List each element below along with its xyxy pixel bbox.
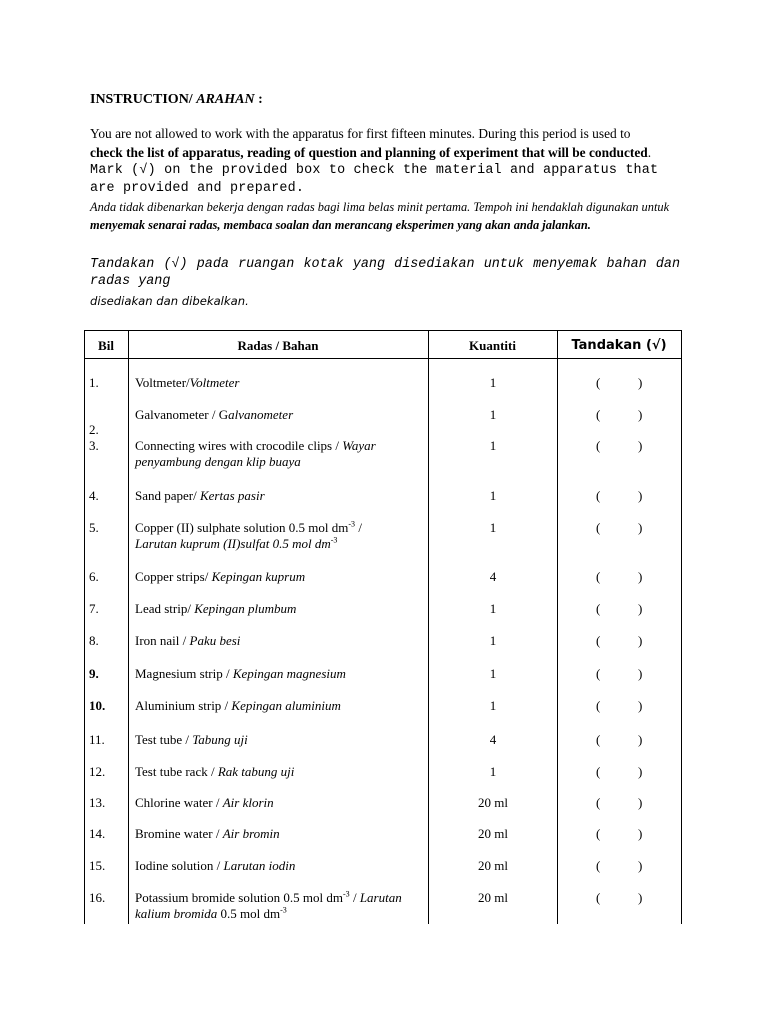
table-divider-radas (428, 330, 429, 924)
instruction-mark: Mark (√) on the provided box to check the material and apparatus that are provided and prepared. (90, 163, 659, 196)
row-number: 10. (89, 698, 106, 713)
row-quantity: 1 (489, 764, 497, 779)
checkbox-open-paren: ( (596, 795, 601, 810)
instruction-malay (90, 198, 680, 234)
apparatus-english: Test tube rack / (135, 764, 218, 779)
row-apparatus (135, 795, 427, 811)
checkbox-close-paren: ) (638, 764, 643, 779)
checkbox-open-paren: ( (596, 520, 601, 535)
apparatus-malay: Larutan iodin (223, 858, 296, 873)
row-number: 15. (89, 858, 106, 873)
row-apparatus (135, 375, 427, 391)
row-number: 1. (89, 375, 99, 390)
apparatus-malay: Larutan kalium bromida (135, 890, 402, 921)
row-quantity: 20 ml (478, 795, 508, 810)
apparatus-english: Iodine solution / (135, 858, 224, 873)
checkbox-close-paren: ) (638, 438, 643, 453)
header-kuantiti: Kuantiti (469, 338, 516, 353)
checkbox-close-paren: ) (638, 826, 643, 841)
checkbox-close-paren: ) (638, 520, 643, 535)
apparatus-english: Copper (II) sulphate solution 0.5 mol dm (135, 520, 349, 535)
row-apparatus (135, 633, 427, 649)
checkbox-open-paren: ( (596, 488, 601, 503)
apparatus-english: Sand paper/ (135, 488, 200, 503)
checkbox-open-paren: ( (596, 732, 601, 747)
checkbox-close-paren: ) (638, 890, 643, 905)
apparatus-english-tail: / (355, 520, 362, 535)
apparatus-malay-tail: 0.5 mol dm (217, 906, 281, 921)
apparatus-malay: Kepingan plumbum (194, 601, 297, 616)
instruction-heading (90, 92, 263, 108)
table-divider-bil (128, 330, 129, 924)
apparatus-table (84, 330, 682, 924)
row-quantity: 1 (489, 601, 497, 616)
checkbox-open-paren: ( (596, 858, 601, 873)
row-apparatus (135, 407, 427, 423)
apparatus-english: Connecting wires with crocodile clips / (135, 438, 343, 453)
apparatus-malay: Kepingan magnesium (232, 666, 346, 681)
apparatus-english: Bromine water / (135, 826, 223, 841)
row-number: 8. (89, 633, 99, 648)
row-quantity: 20 ml (478, 858, 508, 873)
instruction-english-end: . (647, 145, 652, 160)
instruction-tandakan-tail: disediakan dan dibekalkan. (90, 294, 249, 308)
apparatus-malay-sup: -3 (330, 535, 338, 545)
row-quantity: 1 (489, 375, 497, 390)
apparatus-malay: Larutan kuprum (II)sulfat 0.5 mol dm (135, 536, 331, 551)
apparatus-malay: Air bromin (222, 826, 280, 841)
row-apparatus (135, 698, 427, 714)
row-number: 5. (89, 520, 99, 535)
checkbox-open-paren: ( (596, 569, 601, 584)
row-apparatus (135, 488, 427, 504)
checkbox-close-paren: ) (638, 633, 643, 648)
checkbox-close-paren: ) (638, 698, 643, 713)
checkbox-close-paren: ) (638, 375, 643, 390)
checkbox-open-paren: ( (596, 764, 601, 779)
apparatus-english: Aluminium strip / (135, 698, 232, 713)
row-number: 3. (89, 438, 99, 453)
apparatus-english: Lead strip/ (135, 601, 195, 616)
row-quantity: 4 (489, 732, 497, 747)
row-number: 16. (89, 890, 106, 905)
checkbox-close-paren: ) (638, 407, 643, 422)
instruction-malay-bold: menyemak senarai radas, membaca soalan dan merancang eksperimen yang akan anda jalankan. (90, 218, 591, 232)
row-number: 4. (89, 488, 99, 503)
heading-ms: ARAHAN (196, 92, 255, 107)
checkbox-close-paren: ) (638, 601, 643, 616)
row-apparatus (135, 858, 427, 874)
row-number: 14. (89, 826, 106, 841)
apparatus-english-sup: -3 (348, 519, 356, 529)
apparatus-malay: Kepingan kuprum (211, 569, 306, 584)
checkbox-open-paren: ( (596, 633, 601, 648)
checkbox-close-paren: ) (638, 569, 643, 584)
row-apparatus (135, 890, 427, 922)
apparatus-malay: Rak tabung uji (217, 764, 295, 779)
header-bil: Bil (98, 338, 114, 353)
apparatus-malay: Wayar penyambung dengan klip buaya (135, 438, 376, 469)
heading-colon: : (254, 92, 263, 107)
apparatus-malay: Kepingan aluminium (231, 698, 341, 713)
instruction-malay-text: Anda tidak dibenarkan bekerja dengan radas bagi lima belas minit pertama. Tempoh ini hendaklah digunakan untuk (90, 200, 670, 214)
row-apparatus (135, 569, 427, 585)
apparatus-malay: Voltmeter (189, 375, 240, 390)
checkbox-close-paren: ) (638, 488, 643, 503)
checkbox-open-paren: ( (596, 375, 601, 390)
apparatus-malay: Air klorin (222, 795, 274, 810)
apparatus-english-sup: -3 (343, 889, 350, 899)
checkbox-close-paren: ) (638, 795, 643, 810)
apparatus-malay-sup: -3 (280, 905, 287, 915)
row-apparatus (135, 438, 427, 470)
row-apparatus (135, 826, 427, 842)
row-apparatus (135, 601, 427, 617)
apparatus-english: Copper strips/ (135, 569, 212, 584)
checkbox-open-paren: ( (596, 438, 601, 453)
row-quantity: 1 (489, 666, 497, 681)
instruction-english-text: You are not allowed to work with the apparatus for first fifteen minutes. During this period is used to (90, 126, 631, 141)
row-quantity: 1 (489, 633, 497, 648)
apparatus-english: Magnesium strip / (135, 666, 233, 681)
apparatus-malay: Kertas pasir (199, 488, 265, 503)
row-number: 7. (89, 601, 99, 616)
instruction-english-bold: check the list of apparatus, reading of question and planning of experiment that will be conducted (90, 145, 648, 160)
checkbox-open-paren: ( (596, 666, 601, 681)
row-apparatus (135, 764, 427, 780)
instruction-tandakan: Tandakan (√) pada ruangan kotak yang disediakan untuk menyemak bahan dan radas yang (90, 257, 680, 289)
checkbox-close-paren: ) (638, 732, 643, 747)
row-quantity: 1 (489, 438, 497, 453)
row-number: 13. (89, 795, 106, 810)
row-quantity: 1 (489, 520, 497, 535)
row-apparatus (135, 666, 427, 682)
checkbox-open-paren: ( (596, 407, 601, 422)
row-number: 11. (89, 732, 105, 747)
apparatus-english: Galvanometer / G (135, 407, 229, 422)
header-tandakan: Tandakan (√) (571, 338, 667, 353)
table-header-divider (84, 358, 682, 359)
row-quantity: 1 (489, 488, 497, 503)
row-quantity: 1 (489, 407, 497, 422)
apparatus-english: Potassium bromide solution 0.5 mol dm (135, 890, 344, 905)
table-border-top (84, 330, 682, 331)
table-border-right (681, 330, 682, 924)
checkbox-open-paren: ( (596, 890, 601, 905)
apparatus-english: Voltmeter/ (135, 375, 190, 390)
row-number: 6. (89, 569, 99, 584)
checkbox-close-paren: ) (638, 666, 643, 681)
row-apparatus (135, 520, 427, 552)
apparatus-malay: Paku besi (189, 633, 241, 648)
header-radas: Radas / Bahan (237, 338, 319, 353)
apparatus-english: Iron nail / (135, 633, 190, 648)
row-number: 2. (89, 422, 99, 437)
apparatus-malay: alvanometer (228, 407, 294, 422)
apparatus-english-tail: / (349, 890, 360, 905)
checkbox-open-paren: ( (596, 826, 601, 841)
checkbox-close-paren: ) (638, 858, 643, 873)
apparatus-english: Chlorine water / (135, 795, 223, 810)
row-quantity: 20 ml (478, 890, 508, 905)
row-quantity: 4 (489, 569, 497, 584)
row-number: 9. (89, 666, 99, 681)
row-number: 12. (89, 764, 106, 779)
row-quantity: 1 (489, 698, 497, 713)
instruction-english (90, 124, 690, 162)
row-apparatus (135, 732, 427, 748)
heading-en: INSTRUCTION/ (90, 92, 197, 107)
checkbox-open-paren: ( (596, 698, 601, 713)
checkbox-open-paren: ( (596, 601, 601, 616)
row-quantity: 20 ml (478, 826, 508, 841)
apparatus-english: Test tube / (135, 732, 193, 747)
apparatus-malay: Tabung uji (192, 732, 248, 747)
table-border-left (84, 330, 85, 924)
table-divider-kuantiti (557, 330, 558, 924)
